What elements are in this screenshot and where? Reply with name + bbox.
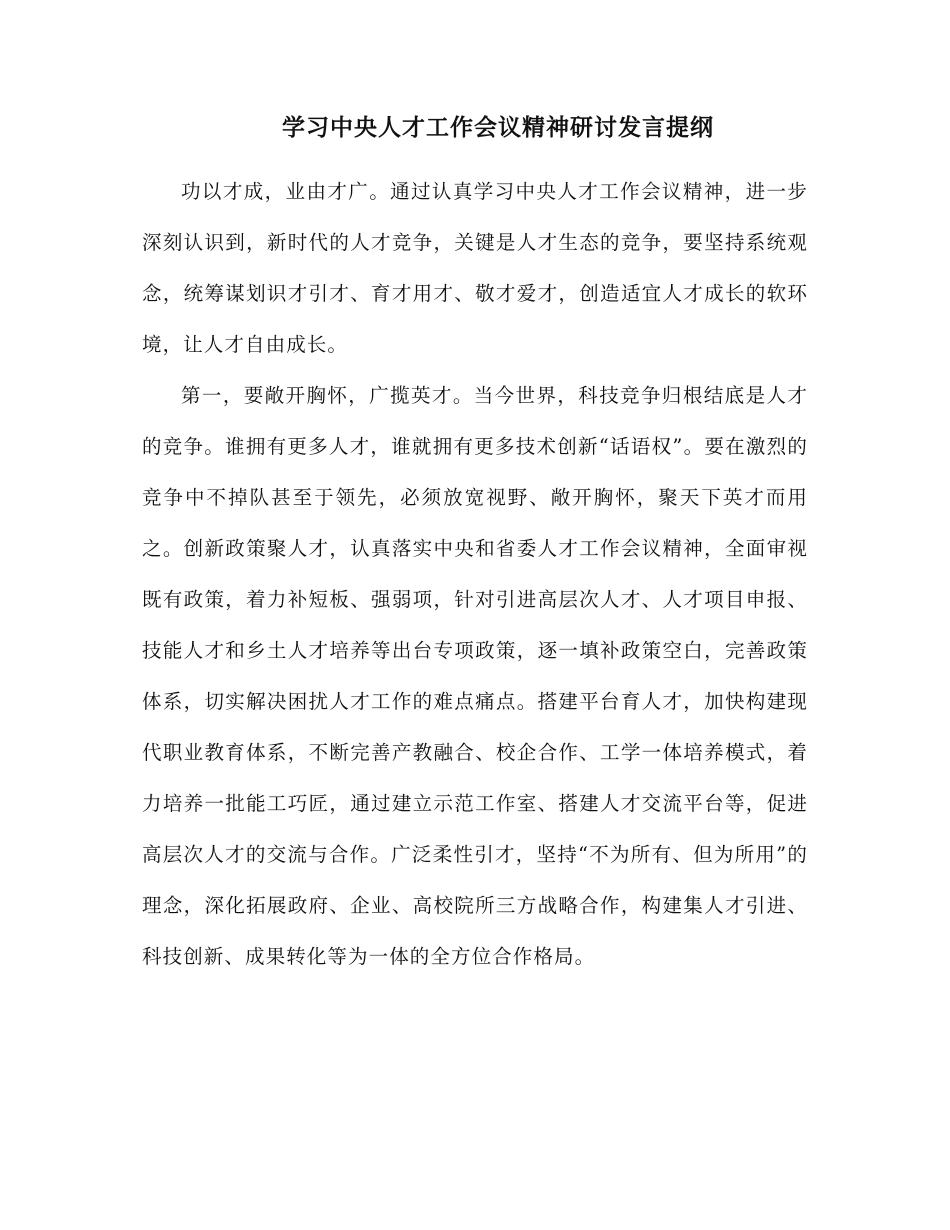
document-body — [142, 166, 808, 982]
paragraph-intro: 功以才成，业由才广。通过认真学习中央人才工作会议精神，进一步深刻认识到，新时代的人才竞争，关键是人才生态的竞争，要坚持系统观念，统筹谋划识才引才、育才用才、敬才爱才，创造适宜人才成长的软环境，让人才自由成长。 — [142, 180, 808, 356]
paragraph-first-point: 第一，要敞开胸怀，广揽英才。当今世界，科技竞争归根结底是人才的竞争。谁拥有更多人才，谁就拥有更多技术创新“话语权”。要在激烈的竞争中不掉队甚至于领先，必须放宽视野、敞开胸怀，聚天下英才而用之。创新政策聚人才，认真落实中央和省委人才工作会议精神，全面审视既有政策，着力补短板、强弱项，针对引进高层次人才、人才项目申报、技能人才和乡土人才培养等出台专项政策，逐一填补政策空白，完善政策体系，切实解决困扰人才工作的难点痛点。搭建平台育人才，加快构建现代职业教育体系，不断完善产教融合、校企合作、工学一体培养模式，着力培养一批能工巧匠，通过建立示范工作室、搭建人才交流平台等，促进高层次人才的交流与合作。广泛柔性引才，坚持“不为所有、但为所用”的理念，深化拓展政府、企业、高校院所三方战略合作，构建集人才引进、科技创新、成果转化等为一体的全方位合作格局。 — [142, 384, 808, 968]
document-title: 学习中央人才工作会议精神研讨发言提纲 — [282, 114, 714, 141]
